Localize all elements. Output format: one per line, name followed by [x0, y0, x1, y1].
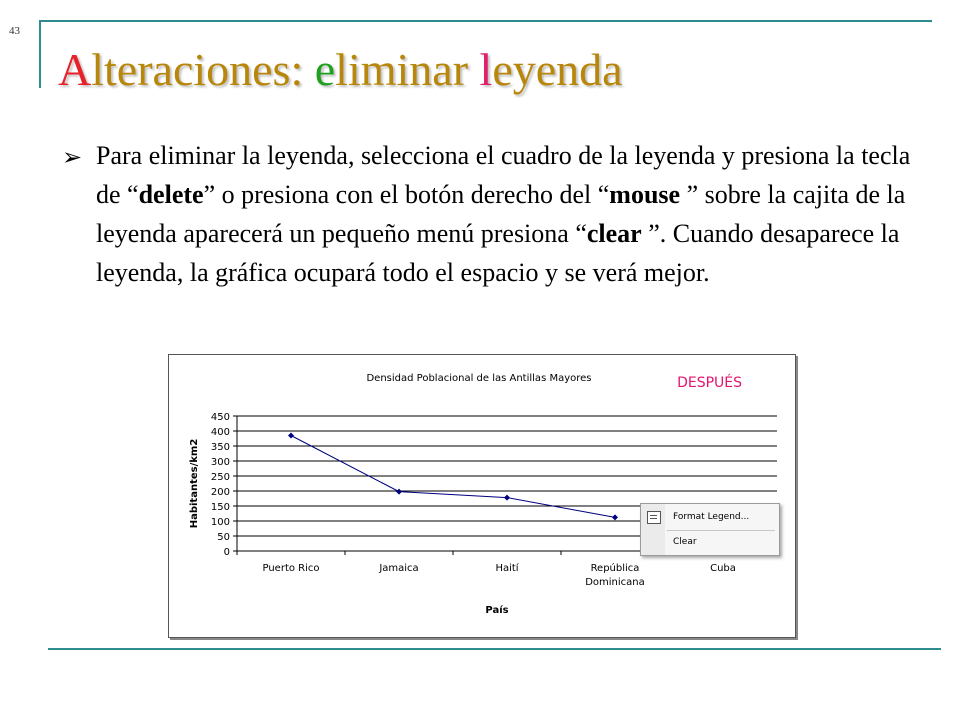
bullet-bold-mouse: mouse [609, 180, 681, 209]
chart-annotation: DESPUÉS [677, 375, 742, 391]
menu-item-format-legend[interactable]: Format Legend... [673, 512, 750, 522]
title-part: lteraciones: [91, 44, 315, 95]
data-point [504, 495, 510, 501]
y-tick-label: 150 [210, 502, 230, 513]
chart-area[interactable] [168, 354, 796, 638]
title-part: A [58, 44, 92, 95]
bullet-text-part: Para eliminar la leyenda, selecciona el cuadro de la leyenda y presiona la tecla de “ [96, 141, 911, 209]
format-legend-icon [647, 511, 661, 524]
y-tick-label: 50 [217, 532, 230, 543]
x-tick-label: Haití [495, 563, 519, 574]
accent-rule-top [39, 20, 932, 22]
data-point [288, 433, 294, 439]
x-tick-label: Dominicana [585, 577, 645, 588]
title-part: e [314, 44, 336, 95]
bullet-text-part: ” sobre la cajita de la leyenda aparecerá un pequeño menú presiona “ [96, 180, 906, 248]
bullet-text [96, 136, 920, 292]
bullet-paragraph [62, 136, 920, 292]
x-tick-label: República [590, 563, 640, 574]
y-axis-label: Habitantes/km2 [189, 438, 200, 529]
accent-rule-vertical [39, 20, 41, 88]
slide-number: 43 [9, 25, 20, 37]
context-menu [640, 503, 780, 556]
x-axis-label: País [485, 605, 509, 616]
y-tick-label: 300 [210, 457, 230, 468]
accent-rule-bottom [48, 648, 941, 650]
slide-title [58, 42, 623, 98]
chart-title: Densidad Poblacional de las Antillas Mayores [366, 373, 592, 384]
x-tick-label: Puerto Rico [262, 563, 320, 574]
x-tick-label: Cuba [710, 563, 736, 574]
bullet-arrow-icon: ➢ [62, 143, 83, 171]
menu-separator [667, 530, 775, 531]
data-point [396, 489, 402, 495]
y-tick-label: 450 [210, 412, 230, 423]
y-tick-label: 350 [210, 442, 230, 453]
line-chart [169, 355, 795, 637]
bullet-bold-clear: clear [586, 219, 642, 248]
title-part: eyenda [492, 44, 623, 95]
bullet-text-part: ” o presiona con el botón derecho del “ [203, 180, 610, 209]
y-tick-label: 200 [210, 487, 230, 498]
data-point [612, 514, 618, 520]
title-part: liminar [335, 44, 480, 95]
bullet-bold-delete: delete [138, 180, 204, 209]
y-tick-label: 250 [210, 472, 230, 483]
bullet-text-part: ”. Cuando desaparece la leyenda, la gráfica ocupará todo el espacio y se verá mejor. [96, 219, 900, 287]
x-tick-label: Jamaica [379, 563, 419, 574]
title-part: l [479, 44, 493, 95]
menu-item-clear[interactable]: Clear [673, 537, 697, 547]
y-tick-label: 0 [223, 547, 230, 558]
y-tick-label: 400 [210, 427, 230, 438]
y-tick-label: 100 [210, 517, 230, 528]
